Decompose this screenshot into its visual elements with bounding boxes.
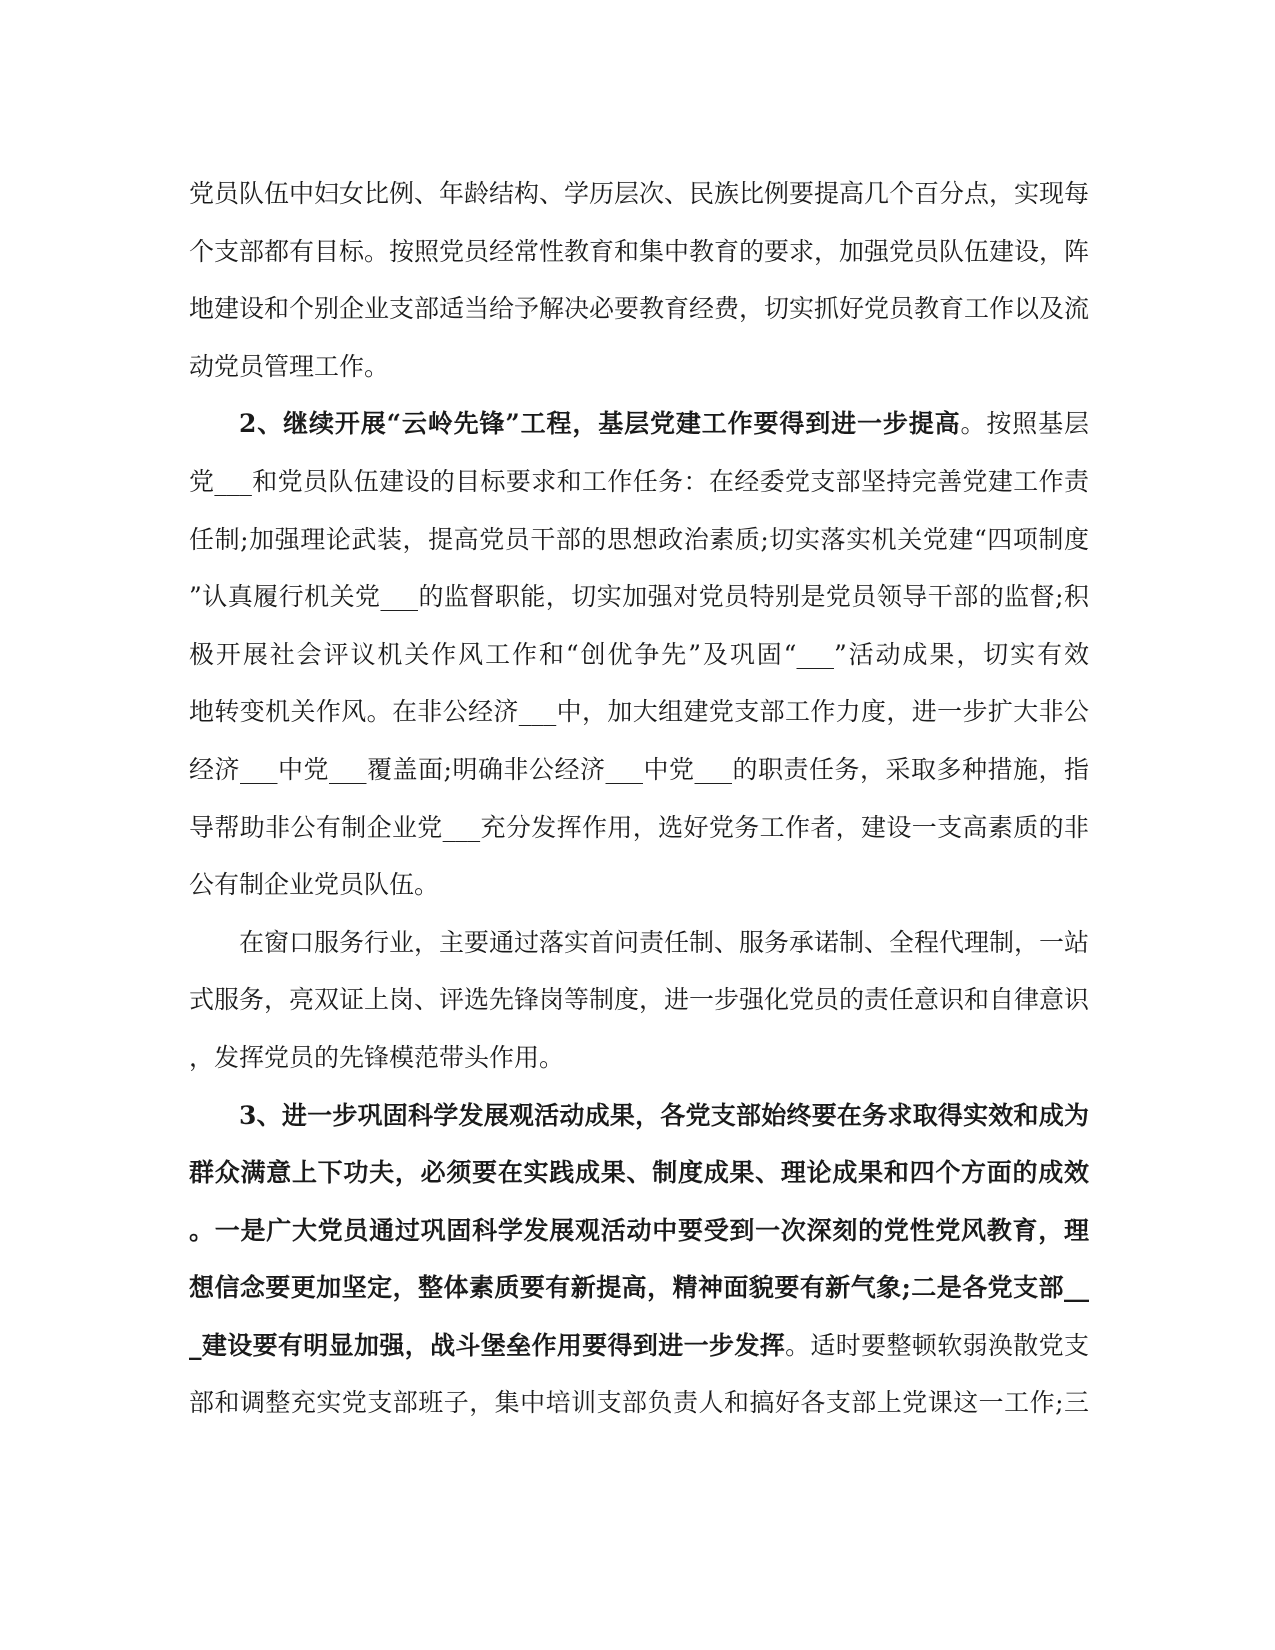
bold-heading-line: 3、进一步巩固科学发展观活动成果，各党支部始终要在务求取得实效和成为 xyxy=(239,1100,1089,1130)
text-line: ，发挥党员的先锋模范带头作用。 xyxy=(189,1042,565,1072)
text-line: 动党员管理工作。 xyxy=(189,351,390,381)
heading-line xyxy=(189,1317,1089,1375)
text-line: 个支部都有目标。按照党员经常性教育和集中教育的要求，加强党员队伍建设，阵 xyxy=(189,236,1090,266)
text-line: 地转变机关作风。在非公经济___中，加大组建党支部工作力度，进一步扩大非公 xyxy=(189,697,1089,727)
text-line: 党员队伍中妇女比例、年龄结构、学历层次、民族比例要提高几个百分点，实现每 xyxy=(189,179,1090,208)
text-line: 公有制企业党员队伍。 xyxy=(189,870,440,900)
text-line: 式服务，亮双证上岗、评选先锋岗等制度，进一步强化党员的责任意识和自律意识 xyxy=(189,985,1090,1015)
bold-heading-line: 群众满意上下功夫，必须要在实践成果、制度成果、理论成果和四个方面的成效 xyxy=(189,1158,1089,1188)
text-line: 在窗口服务行业，主要通过落实首问责任制、服务承诺制、全程代理制，一站 xyxy=(239,927,1090,957)
bold-heading-text: _建设要有明显加强，战斗堡垒作用要得到进一步发挥 xyxy=(189,1330,786,1360)
text-line: 极开展社会评议机关作风工作和“创优争先”及巩固“___”活动成果，切实有效 xyxy=(189,639,1089,669)
text-line: 地建设和个别企业支部适当给予解决必要教育经费，切实抓好党员教育工作以及流 xyxy=(189,294,1090,324)
document-body xyxy=(189,165,1089,1432)
text-line: 经济___中党___覆盖面;明确非公经济___中党___的职责任务，采取多种措施，指 xyxy=(189,754,1089,784)
text-line: ”认真履行机关党___的监督职能，切实加强对党员特别是党员领导干部的监督;积 xyxy=(189,582,1089,612)
bold-heading-line: 想信念要更加坚定，整体素质要有新提高，精神面貌要有新气象;二是各党支部__ xyxy=(189,1273,1089,1303)
text-line: 任制;加强理论武装，提高党员干部的思想政治素质;切实落实机关党建“四项制度 xyxy=(189,524,1089,554)
text-line: 部和调整充实党支部班子，集中培训支部负责人和搞好各支部上党课这一工作;三 xyxy=(189,1388,1089,1418)
bold-heading-text: 2、继续开展“云岭先锋”工程，基层党建工作要得到进一步提高 xyxy=(239,409,961,439)
heading-line xyxy=(189,395,1089,453)
text-line: 导帮助非公有制企业党___充分发挥作用，选好党务工作者，建设一支高素质的非 xyxy=(189,812,1089,842)
normal-text: 。按照基层 xyxy=(960,409,1089,439)
normal-text: 。适时要整顿软弱涣散党支 xyxy=(785,1330,1089,1360)
bold-heading-line: 。一是广大党员通过巩固科学发展观活动中要受到一次深刻的党性党风教育，理 xyxy=(189,1215,1089,1245)
text-line: 党___和党员队伍建设的目标要求和工作任务：在经委党支部坚持完善党建工作责 xyxy=(189,466,1089,496)
